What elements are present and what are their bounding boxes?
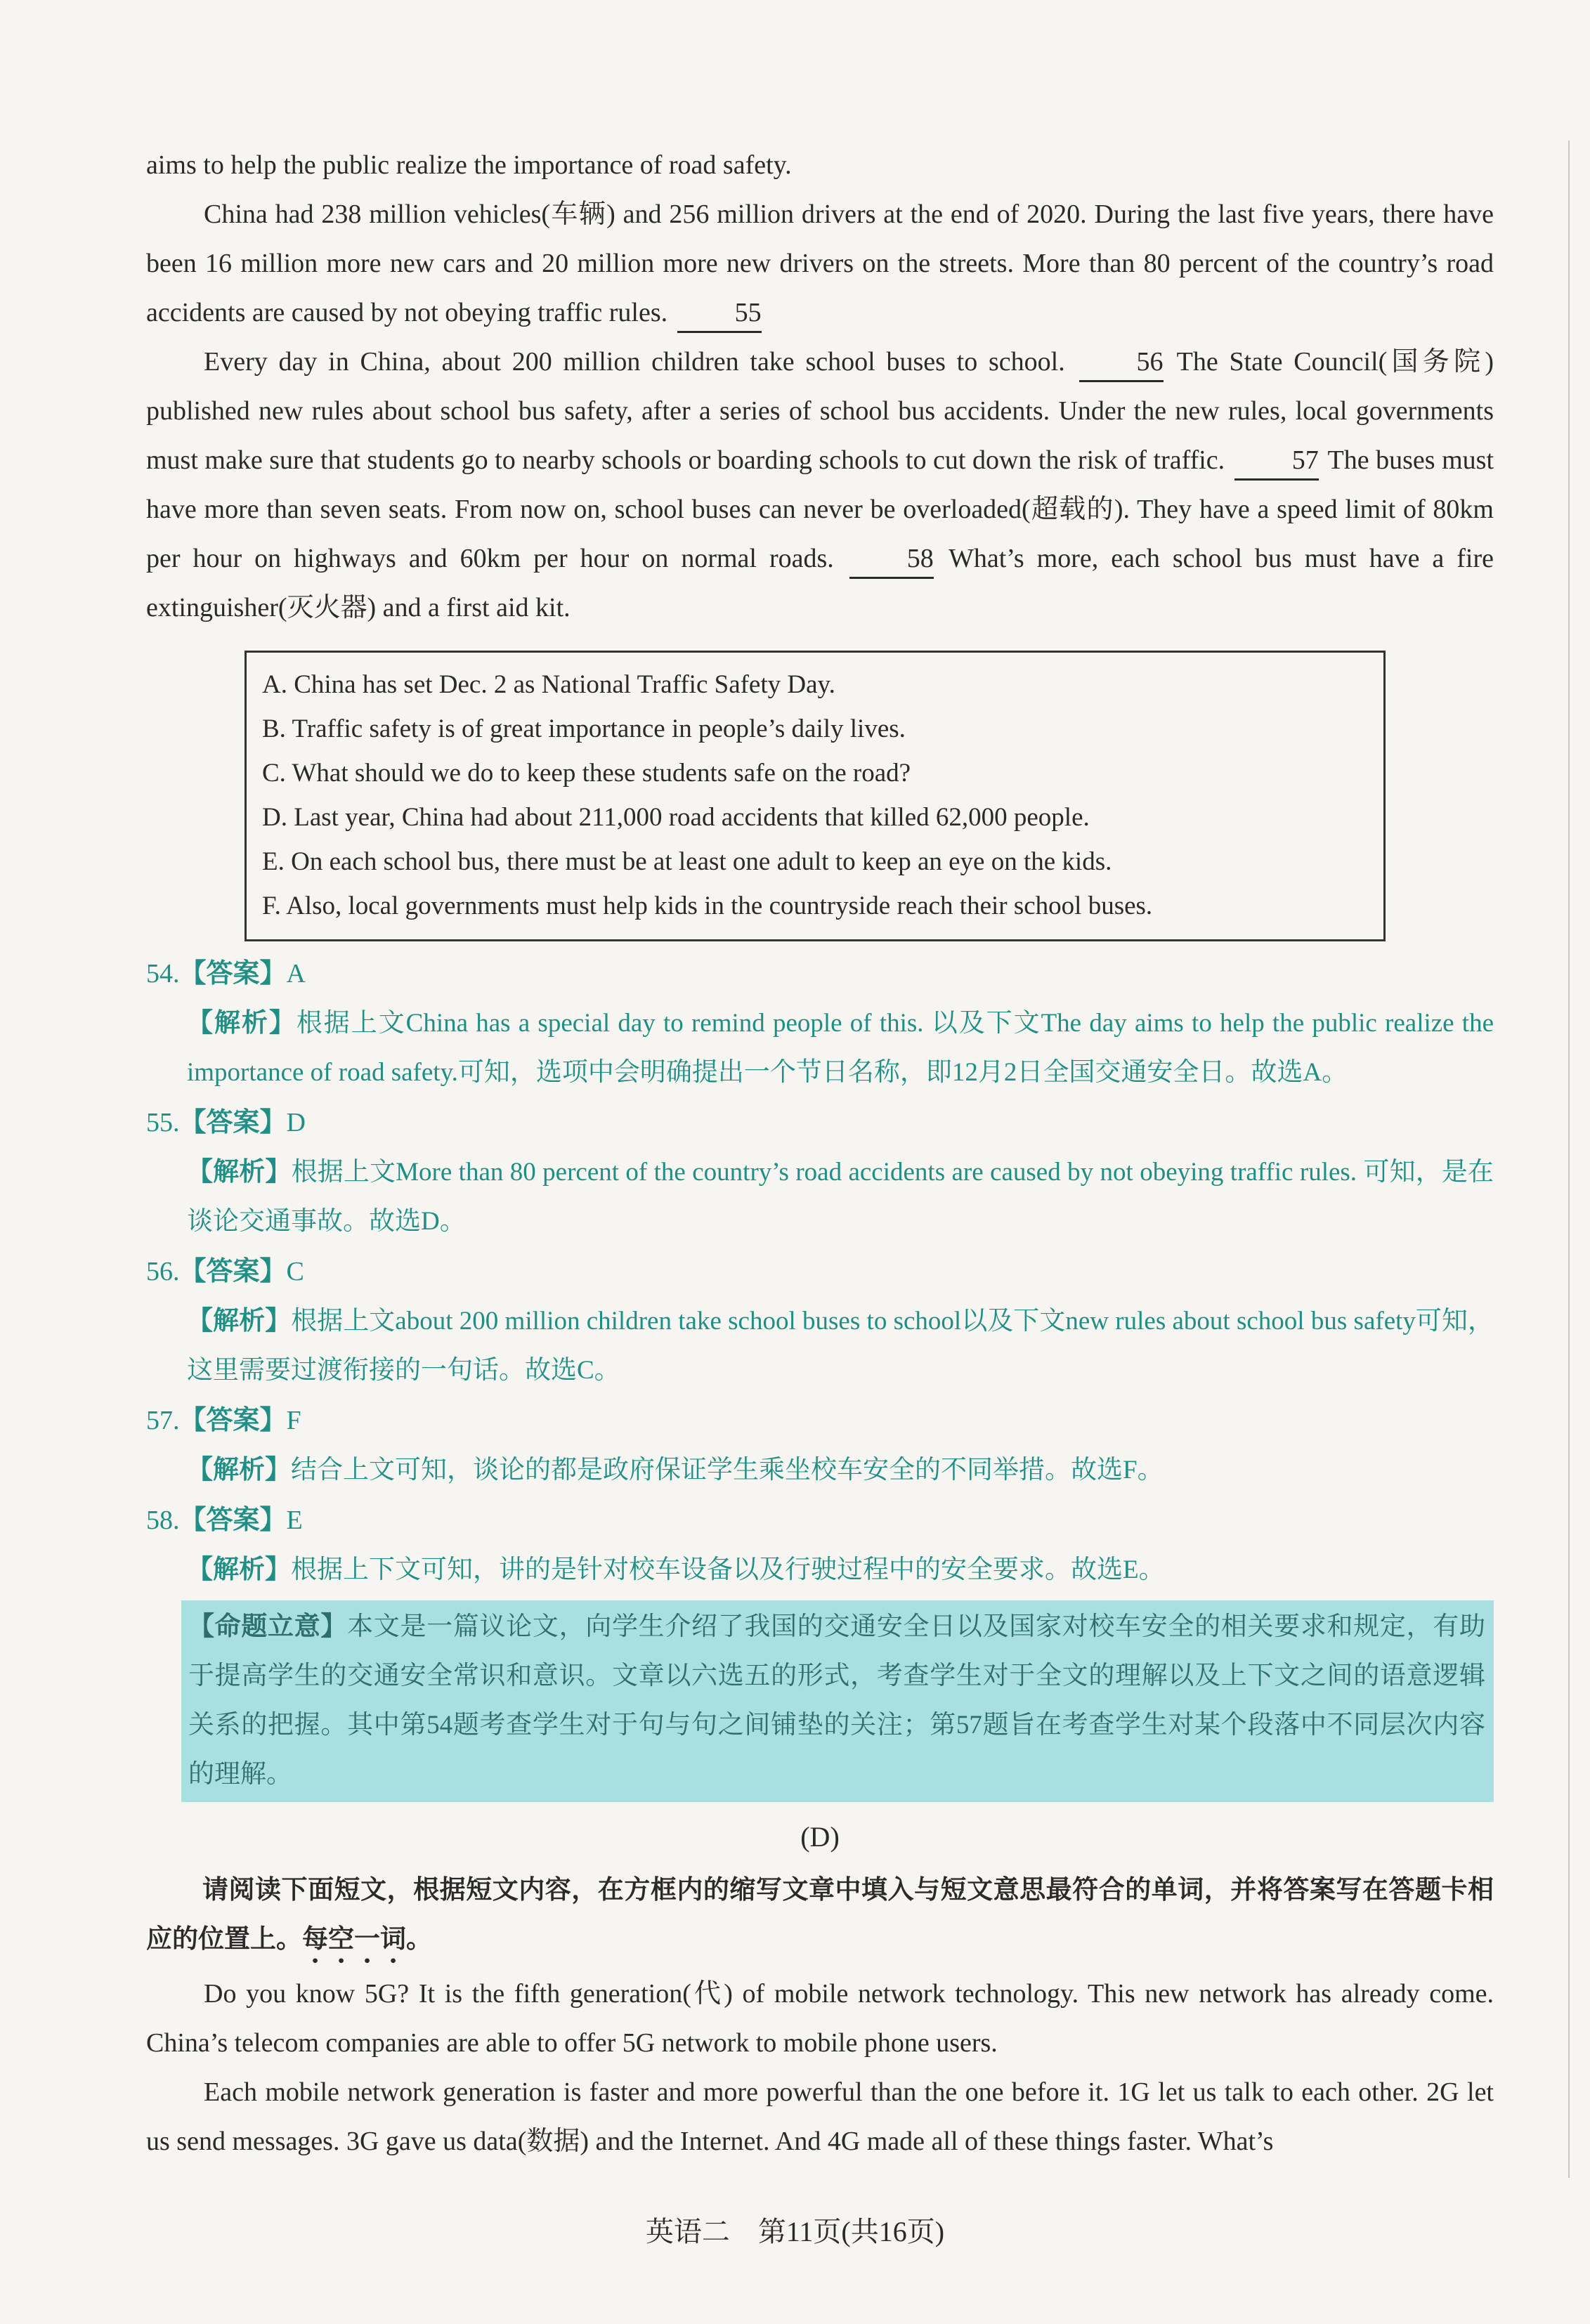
options-box xyxy=(245,651,1386,941)
answer-value: E xyxy=(286,1506,303,1535)
purpose-tag: 【命题立意】 xyxy=(188,1611,348,1641)
answer-heading xyxy=(146,948,1494,998)
passage-d-paragraph-2: Each mobile network generation is faster and more powerful than the one before it. 1G let us talk to each other. 2G let us send messages. 3G gave us data(数据) and the Internet. And 4G made all of these things faster. What’s xyxy=(146,2077,1494,2156)
analysis-tag: 【解析】 xyxy=(187,1007,297,1038)
answer-value: A xyxy=(286,959,306,988)
blank-57: 57 xyxy=(1234,442,1319,481)
question-number: 58. xyxy=(146,1506,180,1535)
option-c: C. What should we do to keep these students safe on the road? xyxy=(262,759,911,788)
answer-item-55 xyxy=(146,1097,1494,1246)
passage-d-paragraph-1: Do you know 5G? It is the fifth generation(代) of mobile network technology. This new network has already come. China’s telecom companies are able to offer 5G network to mobile phone users. xyxy=(146,1979,1494,2058)
analysis-tag: 【解析】 xyxy=(187,1305,292,1336)
purpose-text: 本文是一篇议论文，向学生介绍了我国的交通安全日以及国家对校车安全的相关要求和规定，有助于提高学生的交通安全常识和意识。文章以六选五的形式，考查学生对于全文的理解以及上下文之间的语意逻辑关系的把握。其中第54题考查学生对于句与句之间铺垫的关注；第57题旨在考查学生对某个段落中不同层次内容的理解。 xyxy=(188,1612,1485,1789)
option-e: E. On each school bus, there must be at least one adult to keep an eye on the kids. xyxy=(262,847,1112,876)
page-footer: 英语二 第11页(共16页) xyxy=(645,2216,945,2247)
analysis-text xyxy=(146,1296,1494,1395)
passage-c-paragraph-1 xyxy=(146,190,1494,337)
analysis-body: 根据上文about 200 million children take school buses to school以及下文new rules about school bus safety可知，这里需要过渡衔接的一句话。故选C。 xyxy=(187,1307,1494,1385)
passage-text: Every day in China, about 200 million children take school buses to school. xyxy=(204,347,1065,377)
analysis-text xyxy=(146,998,1494,1097)
instruction-text: 请阅读下面短文，根据短文内容，在方框内的缩写文章中填入与短文意思最符合的单词，并将答案写在答题卡相应的位置上。 xyxy=(146,1874,1494,1954)
answer-tag: 【答案】 xyxy=(179,1504,287,1535)
analysis-body: 根据上文China has a special day to remind people of this. 以及下文The day aims to help the public realize the importance of road safety.可知，选项中会明确提出一个节日名称，即12月2日全国交通安全日。故选A。 xyxy=(187,1009,1494,1087)
purpose-box xyxy=(181,1600,1494,1802)
analysis-tag: 【解析】 xyxy=(187,1156,292,1187)
passage-text: What’s more, each school bus must have a fire extinguisher(灭火器) and a first aid kit. xyxy=(146,544,1494,622)
instruction-end: 。 xyxy=(406,1924,432,1954)
passage-c-paragraph-0: aims to help the public realize the importance of road safety. xyxy=(146,150,792,180)
answer-tag: 【答案】 xyxy=(179,1255,287,1286)
analysis-body: 根据上文More than 80 percent of the country’s road accidents are caused by not obeying traffic rules. 可知，是在谈论交通事故。故选D。 xyxy=(187,1158,1494,1236)
blank-56: 56 xyxy=(1079,344,1164,382)
analysis-body: 结合上文可知，谈论的都是政府保证学生乘坐校车安全的不同举措。故选F。 xyxy=(291,1456,1164,1484)
analysis-text xyxy=(146,1545,1494,1595)
answer-heading xyxy=(146,1395,1494,1445)
blank-55: 55 xyxy=(677,294,762,333)
analysis-tag: 【解析】 xyxy=(187,1454,291,1484)
option-d: D. Last year, China had about 211,000 road accidents that killed 62,000 people. xyxy=(262,803,1090,832)
option-f: F. Also, local governments must help kids in the countryside reach their school buses. xyxy=(262,892,1153,920)
answer-tag: 【答案】 xyxy=(179,1106,287,1137)
question-number: 55. xyxy=(146,1108,180,1137)
blank-58: 58 xyxy=(849,540,934,579)
option-b: B. Traffic safety is of great importance in people’s daily lives. xyxy=(262,714,906,743)
answer-item-57 xyxy=(146,1395,1494,1495)
analysis-body: 根据上下文可知，讲的是针对校车设备以及行驶过程中的安全要求。故选E。 xyxy=(291,1555,1165,1584)
instruction-emphasis: 每空一词 xyxy=(302,1924,406,1954)
answer-item-54 xyxy=(146,948,1494,1097)
option-a: A. China has set Dec. 2 as National Traffic Safety Day. xyxy=(262,670,835,699)
answer-heading xyxy=(146,1097,1494,1147)
passage-text: The buses must have more than seven seats. From now on, school buses can never be overloaded(超载的). They have a speed limit of 80km per hour on highways and 60km per hour on normal roads. xyxy=(146,445,1494,573)
analysis-tag: 【解析】 xyxy=(187,1554,291,1584)
answer-value: D xyxy=(286,1108,306,1137)
answer-value: C xyxy=(286,1257,304,1286)
answer-item-58 xyxy=(146,1495,1494,1595)
answer-value: F xyxy=(286,1406,301,1435)
question-number: 57. xyxy=(146,1406,180,1435)
answer-tag: 【答案】 xyxy=(179,958,287,988)
answer-tag: 【答案】 xyxy=(179,1404,287,1435)
analysis-text xyxy=(146,1147,1494,1246)
section-d-instruction xyxy=(146,1865,1494,1969)
answer-heading xyxy=(146,1246,1494,1296)
analysis-text xyxy=(146,1445,1494,1495)
page-edge-line xyxy=(1568,141,1570,2178)
passage-text: China had 238 million vehicles(车辆) and 256 million drivers at the end of 2020. During the last five years, there have been 16 million more new cars and 20 million more new drivers on the streets. More than 80 percent of the country’s road accidents are caused by not obeying traffic rules. xyxy=(146,200,1494,327)
question-number: 56. xyxy=(146,1257,180,1286)
passage-c-paragraph-2 xyxy=(146,337,1494,632)
question-number: 54. xyxy=(146,959,180,988)
passage-text: The State Council(国务院) published new rules about school bus safety, after a series of school bus accidents. Under the new rules, local governments must make sure that students go to nearby schools or boarding schools to cut down the risk of traffic. xyxy=(146,347,1494,475)
answer-heading xyxy=(146,1495,1494,1545)
answer-section xyxy=(146,948,1494,1802)
page-content xyxy=(146,141,1494,2166)
answer-item-56 xyxy=(146,1246,1494,1395)
section-d-label: (D) xyxy=(800,1821,840,1853)
